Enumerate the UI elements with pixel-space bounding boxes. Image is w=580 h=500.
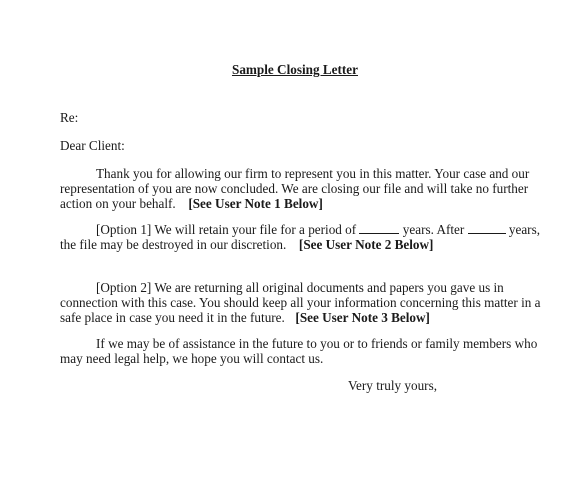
option-1-text-d: the file may be destroyed in our discretion. xyxy=(60,237,287,252)
user-note-2: [See User Note 2 Below] xyxy=(298,237,434,252)
paragraph-1-line-3 xyxy=(60,196,323,212)
user-note-3: [See User Note 3 Below] xyxy=(295,310,430,325)
option-2-line-2: connection with this case. You should keep all your information concerning this matter in a xyxy=(60,295,541,310)
option-1-line-1 xyxy=(96,222,540,238)
retention-period-blank xyxy=(359,223,399,234)
letter-title: Sample Closing Letter xyxy=(231,62,358,77)
option-2-line-1: [Option 2] We are returning all original documents and papers you gave us in xyxy=(96,280,504,295)
re-line: Re: xyxy=(60,110,79,125)
salutation: Dear Client: xyxy=(60,138,125,153)
option-1-line-2 xyxy=(60,237,433,253)
paragraph-1-text: action on your behalf. xyxy=(60,196,176,211)
closing-paragraph-line-2: may need legal help, we hope you will contact us. xyxy=(60,351,324,366)
user-note-1: [See User Note 1 Below] xyxy=(188,196,323,211)
option-2-line-3 xyxy=(60,310,430,326)
option-2-text: safe place in case you need it in the future. xyxy=(60,310,285,325)
option-1-text-a: [Option 1] We will retain your file for a period of xyxy=(96,222,357,237)
option-1-text-b: years. After xyxy=(402,222,465,237)
signoff: Very truly yours, xyxy=(348,378,438,393)
destruction-period-blank xyxy=(468,223,506,234)
paragraph-1-line-1: Thank you for allowing our firm to represent you in this matter. Your case and our xyxy=(96,166,530,181)
paragraph-1-line-2: representation of you are now concluded. We are closing our file and will take no further xyxy=(60,181,529,196)
closing-paragraph-line-1: If we may be of assistance in the future to you or to friends or family members who xyxy=(96,336,538,351)
option-1-text-c: years, xyxy=(508,222,540,237)
